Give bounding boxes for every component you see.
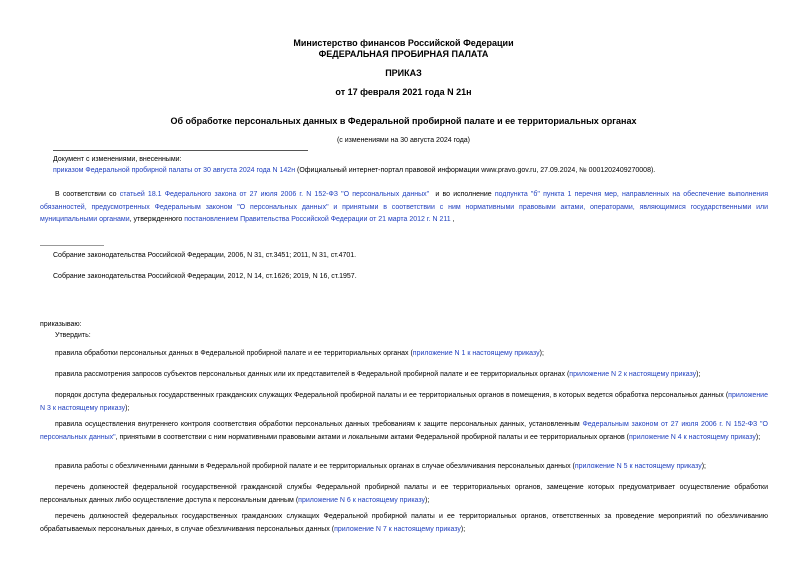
footnote-divider xyxy=(40,245,104,246)
appendix-7-link[interactable]: приложение N 7 к настоящему приказу xyxy=(334,525,461,533)
list-item: правила работы с обезличенными данными в Федеральной пробирной палате и ее территориальных органах в случае обезличивания персональных данных (приложение N 5 к настоящему приказу); xyxy=(55,463,706,470)
preamble-link-law[interactable]: статьей 18.1 Федерального закона от 27 июля 2006 г. N 152-ФЗ "О персональных данных" xyxy=(119,191,430,198)
list-item: перечень должностей федеральной государственной гражданской службы Федеральной пробирной палаты и ее территориальных органов, замещение которых предусматривает осуществление обработки персональных данных либо осуществление доступа к персональным данным (приложение N 6 к настоящему приказу); xyxy=(40,484,768,504)
list-item: правила осуществления внутреннего контроля соответствия обработки персональных данных требованиям к защите персональных данных, установленным Федеральным законом от 27 июля 2006 г. N 152-ФЗ "О персональных данных", принятыми в соответствии с ним нормативными правовыми актами и локальными актами Федеральной пробирной палаты и ее территориальных органов (приложение N 4 к настоящему приказу); xyxy=(40,421,768,441)
chamber-name: ФЕДЕРАЛЬНАЯ ПРОБИРНАЯ ПАЛАТА xyxy=(318,49,489,59)
footnote-2: Собрание законодательства Российской Федерации, 2012, N 14, ст.1626; 2019, N 16, ст.1957. xyxy=(53,273,357,280)
preamble xyxy=(40,189,768,227)
edition-note: (с изменениями на 30 августа 2024 года) xyxy=(336,137,471,144)
preamble-link-decree[interactable]: постановлением Правительства Российской Федерации от 21 марта 2012 г. N 211 xyxy=(184,216,451,223)
changes-title: Документ с изменениями, внесенными: xyxy=(53,156,182,163)
appendix-2-link[interactable]: приложение N 2 к настоящему приказу xyxy=(569,371,697,378)
list-item: порядок доступа федеральных государственных гражданских служащих Федеральной пробирной палаты и ее территориальных органов в помещения, в которых ведется обработка персональных данных (приложение N 3 к настоящему приказу); xyxy=(40,392,768,412)
changes-block xyxy=(53,154,655,176)
preamble-text-2: и во исполнение xyxy=(429,191,495,198)
preamble-text-1: В соответствии со xyxy=(55,191,120,198)
law-152-link[interactable]: Федеральным законом от 27 июля 2006 г. N 152-ФЗ "О персональных данных" xyxy=(40,421,768,441)
appendix-5-link[interactable]: приложение N 5 к настоящему приказу xyxy=(574,463,702,470)
utverdit: Утвердить: xyxy=(55,332,91,339)
ministry-name: Министерство финансов Российской Федерации xyxy=(293,38,514,48)
changes-rest: (Официальный интернет-портал правовой информации www.pravo.gov.ru, 27.09.2024, № 0001202409270008). xyxy=(295,167,656,174)
document-type: ПРИКАЗ xyxy=(385,68,422,78)
prikazyvayu: приказываю: xyxy=(40,321,82,328)
changes-divider xyxy=(53,150,308,151)
preamble-text-4: , xyxy=(450,216,455,223)
appendix-6-link[interactable]: приложение N 6 к настоящему приказу xyxy=(298,496,425,504)
appendix-4-link[interactable]: приложение N 4 к настоящему приказу xyxy=(629,433,756,441)
preamble-text-3: , утвержденного xyxy=(129,216,185,223)
appendix-3-link[interactable]: приложение N 3 к настоящему приказу xyxy=(40,392,768,412)
document-subject: Об обработке персональных данных в Федеральной пробирной палате и ее территориальных органах xyxy=(170,116,637,126)
changes-link[interactable]: приказом Федеральной пробирной палаты от 30 августа 2024 года N 142н xyxy=(53,167,296,174)
list-item: правила обработки персональных данных в Федеральной пробирной палате и ее территориальных органах (приложение N 1 к настоящему приказу); xyxy=(55,350,544,357)
footnote-1: Собрание законодательства Российской Федерации, 2006, N 31, ст.3451; 2011, N 31, ст.4701. xyxy=(53,252,357,259)
preamble-link-measures[interactable]: подпункта "б" пункта 1 перечня мер, направленных на обеспечение выполнения обязанностей, предусмотренных Федеральным законом "О персональных данных" и принятыми в соответствии с ним нормативными правовыми актами, операторами, являющимися государственными или муниципальными органами xyxy=(40,191,768,223)
list-item: перечень должностей федеральных государственных гражданских служащих Федеральной пробирной палаты и ее территориальных органов, ответственных за проведение мероприятий по обезличиванию обрабатываемых персональных данных, в случае обезличивания персональных данных (приложение N 7 к настоящему приказу); xyxy=(40,513,768,533)
appendix-1-link[interactable]: приложение N 1 к настоящему приказу xyxy=(412,350,540,357)
document-date-number: от 17 февраля 2021 года N 21н xyxy=(335,87,472,97)
list-item: правила рассмотрения запросов субъектов персональных данных или их представителей в Федеральной пробирной палате и ее территориальных органах (приложение N 2 к настоящему приказу); xyxy=(55,371,701,378)
